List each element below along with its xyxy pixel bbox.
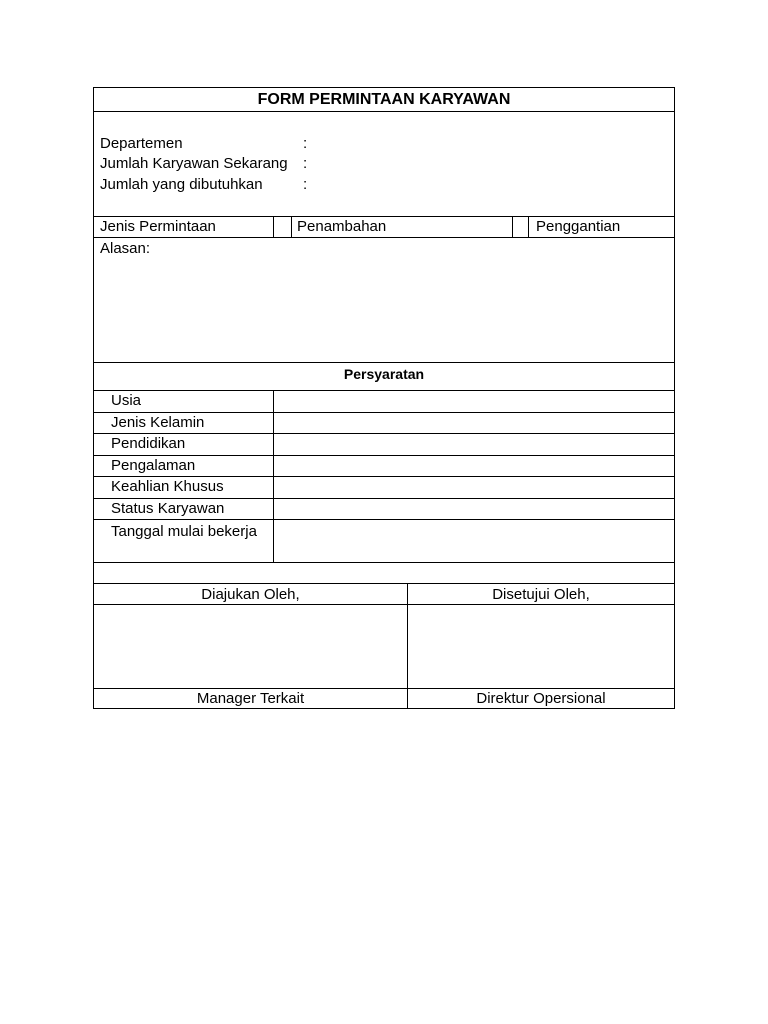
field-colon-jumlah-sekarang: : <box>303 155 308 172</box>
divider-title <box>94 111 674 112</box>
field-label-departemen: Departemen <box>100 135 183 152</box>
submitter-role: Manager Terkait <box>196 690 305 707</box>
field-label-jumlah-dibutuhkan: Jumlah yang dibutuhkan <box>100 176 263 193</box>
field-colon-departemen: : <box>303 135 308 152</box>
requirement-pendidikan: Pendidikan <box>111 435 186 452</box>
requirement-pengalaman: Pengalaman <box>111 457 196 474</box>
requirement-tanggal-mulai: Tanggal mulai bekerja <box>111 523 257 540</box>
requirements-header: Persyaratan <box>343 366 425 382</box>
field-colon-jumlah-dibutuhkan: : <box>303 176 308 193</box>
requirement-jenis-kelamin: Jenis Kelamin <box>111 414 205 431</box>
request-option-replacement: Penggantian <box>536 218 621 235</box>
divider-reason <box>94 362 674 363</box>
request-type-label: Jenis Permintaan <box>100 218 216 235</box>
request-option-addition: Penambahan <box>297 218 387 235</box>
approver-role: Direktur Opersional <box>476 690 606 707</box>
requirement-keahlian-khusus: Keahlian Khusus <box>111 478 224 495</box>
submitted-by-label: Diajukan Oleh, <box>201 586 300 603</box>
requirement-status-karyawan: Status Karyawan <box>111 500 225 517</box>
approved-by-label: Disetujui Oleh, <box>492 586 590 603</box>
divider-request <box>94 237 674 238</box>
divider-info <box>94 216 674 217</box>
employee-request-form <box>93 87 675 709</box>
requirement-usia: Usia <box>111 392 142 409</box>
form-title: FORM PERMINTAAN KARYAWAN <box>257 91 511 108</box>
reason-label: Alasan: <box>100 240 151 257</box>
field-label-jumlah-sekarang: Jumlah Karyawan Sekarang <box>100 155 288 172</box>
